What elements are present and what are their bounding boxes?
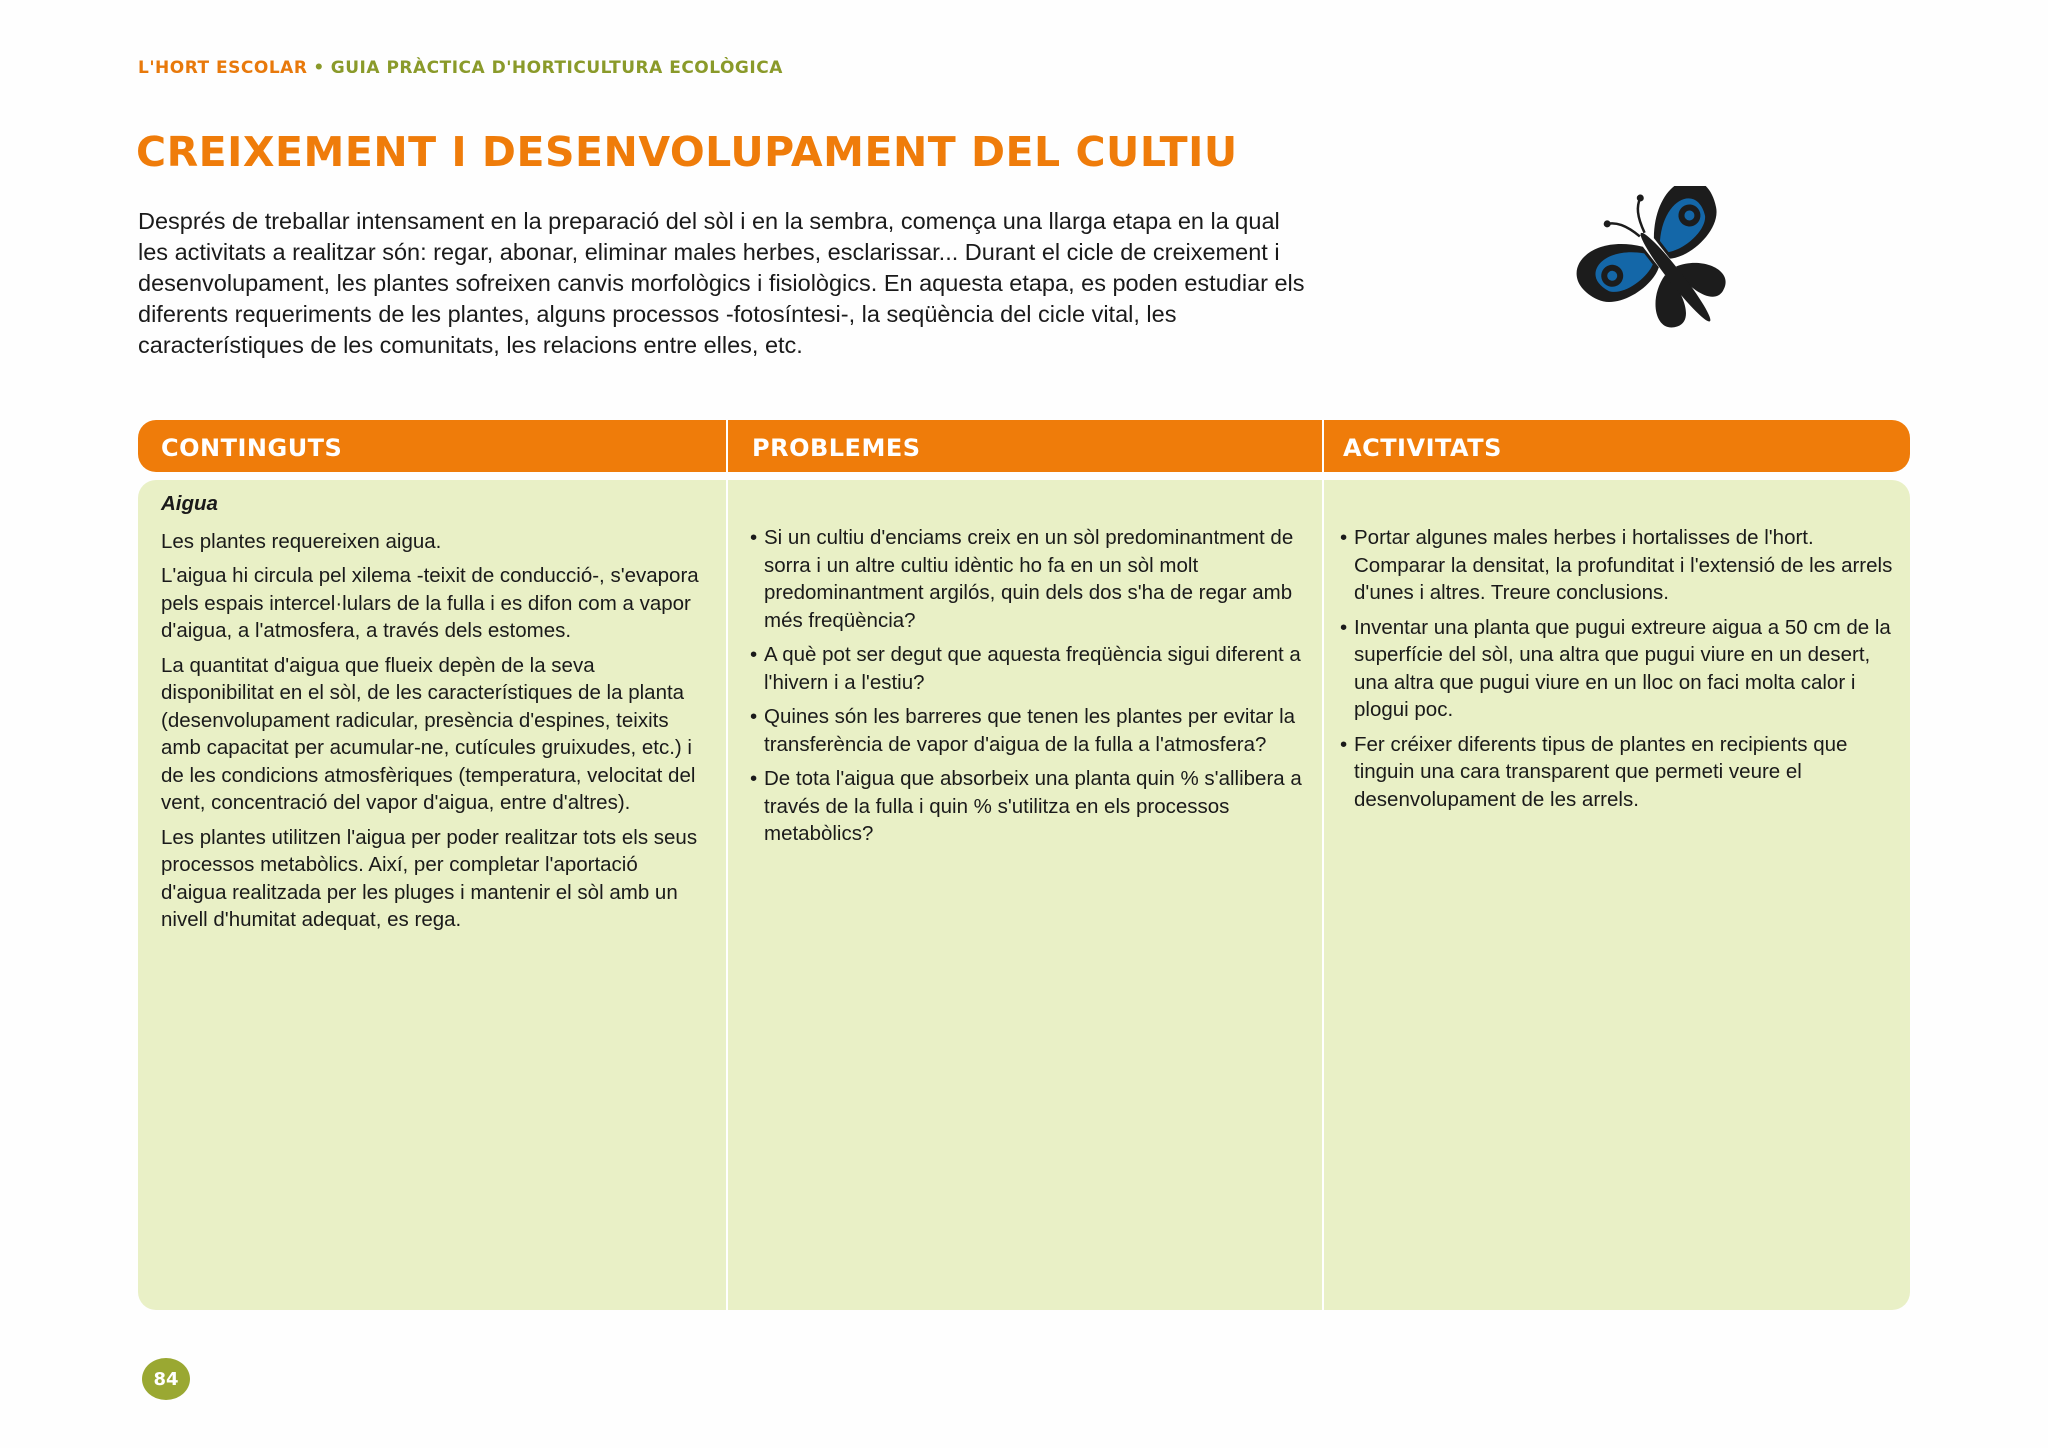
problemes-list	[750, 524, 1306, 848]
column-divider	[726, 480, 728, 1310]
column-divider	[1322, 480, 1324, 1310]
column-header-problemes: PROBLEMES	[752, 434, 921, 462]
header-divider	[726, 420, 728, 472]
running-head-subtitle: GUIA PRÀCTICA D'HORTICULTURA ECOLÒGICA	[330, 58, 783, 78]
activitats-item: • Inventar una planta que pugui extreure aigua a 50 cm de la superfície del sòl, una altra que pugui viure en un desert, una altra que pugui viure en un lloc on faci molta calor i plogui poc.	[1340, 614, 1900, 724]
activitats-list	[1340, 524, 1900, 813]
continguts-paragraph: L'aigua hi circula pel xilema -teixit de conducció-, s'evapora pels espais intercel·lulars de la fulla i es difon com a vapor d'aigua, a l'atmosfera, a través dels estomes.	[161, 564, 699, 642]
running-head	[138, 58, 783, 78]
continguts-paragraph: La quantitat d'aigua que flueix depèn de la seva disponibilitat en el sòl, de les característiques de la planta (desenvolupament radicular, presència d'espines, teixits amb capacitat per acumular-ne, cutícules gruixudes, etc.) i de les condicions atmosfèriques (temperatura, velocitat del vent, concentració del vapor d'aigua, entre d'altres).	[161, 653, 696, 814]
problemes-item: • De tota l'aigua que absorbeix una planta quin % s'allibera a través de la fulla i quin % s'utilitza en els processos metabòlics?	[750, 765, 1306, 848]
continguts-column	[161, 490, 705, 941]
continguts-paragraph: Les plantes utilitzen l'aigua per poder realitzar tots els seus processos metabòlics. Així, per completar l'aportació d'aigua realitzada per les pluges i mantenir el sòl amb un nivell d'humitat adequat, es rega.	[161, 825, 698, 931]
column-header-activitats: ACTIVITATS	[1343, 434, 1502, 462]
butterfly-icon	[1568, 186, 1778, 356]
problemes-item: • Si un cultiu d'enciams creix en un sòl predominantment de sorra i un altre cultiu idèntic ho fa en un sòl molt predominantment argilós, quin dels dos s'ha de regar amb més freqüència?	[750, 524, 1306, 634]
activitats-item: • Portar algunes males herbes i hortalisses de l'hort. Comparar la densitat, la profunditat i l'extensió de les arrels d'unes i altres. Treure conclusions.	[1340, 524, 1900, 607]
page-title: CREIXEMENT I DESENVOLUPAMENT DEL CULTIU	[136, 128, 1238, 176]
page-number: 84	[142, 1358, 190, 1400]
table-header-bar	[138, 420, 1910, 472]
activitats-column	[1340, 524, 1900, 820]
running-head-book: L'HORT ESCOLAR	[138, 58, 308, 78]
activitats-item: • Fer créixer diferents tipus de plantes en recipients que tinguin una cara transparent que permeti veure el desenvolupament de les arrels.	[1340, 731, 1900, 814]
continguts-subheading: Aigua	[161, 492, 218, 515]
problemes-column	[750, 524, 1306, 855]
continguts-paragraph: Les plantes requereixen aigua.	[161, 529, 442, 553]
column-header-continguts: CONTINGUTS	[161, 434, 343, 462]
problemes-item: • A què pot ser degut que aquesta freqüència sigui diferent a l'hivern i a l'estiu?	[750, 641, 1306, 696]
intro-paragraph: Després de treballar intensament en la preparació del sòl i en la sembra, comença una llarga etapa en la qual les activitats a realitzar són: regar, abonar, eliminar males herbes, esclarissar... Durant el cicle de creixement i desenvolupament, les plantes sofreixen canvis morfològics i fisiològics. En aquesta etapa, es poden estudiar els diferents requeriments de les plantes, alguns processos -fotosíntesi-, la seqüència del cicle vital, les característiques de les comunitats, les relacions entre elles, etc.	[138, 208, 1305, 358]
header-divider	[1322, 420, 1324, 472]
problemes-item: • Quines són les barreres que tenen les plantes per evitar la transferència de vapor d'aigua de la fulla a l'atmosfera?	[750, 703, 1306, 758]
running-head-separator: •	[313, 58, 325, 78]
